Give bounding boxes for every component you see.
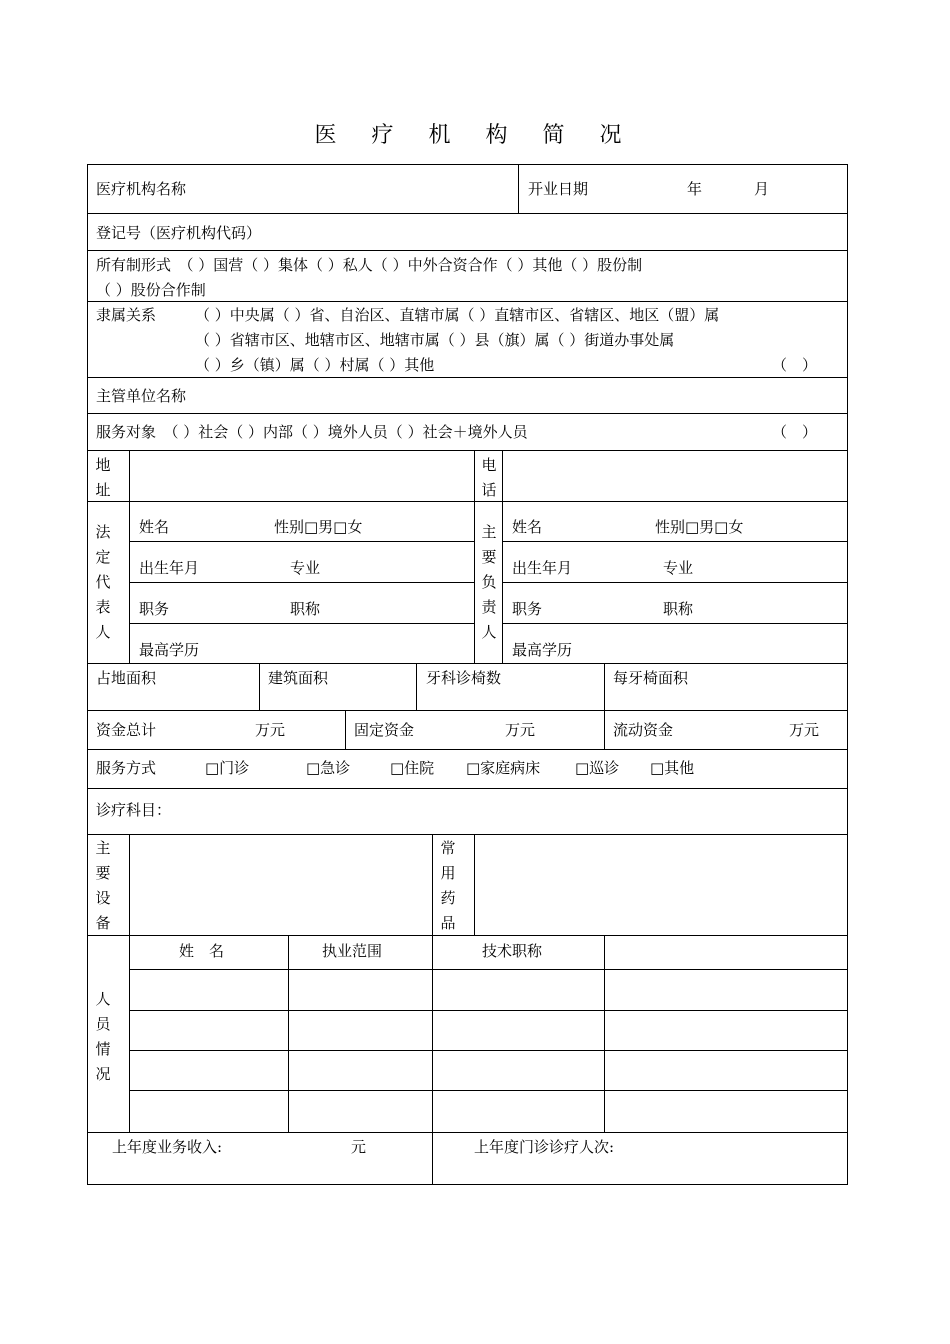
service-option-other[interactable]: □其他 xyxy=(650,759,695,777)
row-divider xyxy=(87,749,848,750)
dental-chair-count-label: 牙科诊椅数 xyxy=(426,669,502,687)
service-option-inpatient[interactable]: □住院 xyxy=(390,759,435,777)
total-funds-unit: 万元 xyxy=(255,721,286,739)
service-option-outpatient[interactable]: □门诊 xyxy=(205,759,250,777)
col-divider xyxy=(129,834,130,1132)
sub-row-divider xyxy=(502,623,848,624)
sub-row-divider xyxy=(129,541,474,542)
sub-row-divider xyxy=(502,582,848,583)
row-divider xyxy=(87,501,848,502)
affiliation-label: 隶属关系 xyxy=(96,306,157,324)
fixed-funds-label: 固定资金 xyxy=(354,721,415,739)
open-date-label: 开业日期 xyxy=(528,180,589,198)
legal-rep-major: 专业 xyxy=(290,559,321,577)
drugs-label: 常 用 药 品 xyxy=(440,839,456,932)
col-divider xyxy=(474,450,475,663)
registration-label: 登记号（医疗机构代码） xyxy=(96,224,262,242)
service-target: 服务对象 （ ）社会（ ）内部（ ）境外人员（ ）社会＋境外人员 xyxy=(96,423,528,441)
row-divider xyxy=(87,788,848,789)
main-person-position: 职务 xyxy=(512,600,543,618)
ownership-line2: （ ）股份合作制 xyxy=(96,281,206,299)
staff-header-scope: 执业范围 xyxy=(322,942,383,960)
main-person-education: 最高学历 xyxy=(512,641,573,659)
page-title: 医 疗 机 构 简 况 xyxy=(314,123,636,148)
service-target-code: （ ） xyxy=(772,423,818,441)
sub-row-divider xyxy=(129,582,474,583)
col-divider xyxy=(604,663,605,710)
current-funds-label: 流动资金 xyxy=(613,721,674,739)
service-option-emergency[interactable]: □急诊 xyxy=(306,759,351,777)
legal-rep-name: 姓名 xyxy=(139,518,170,536)
row-divider xyxy=(87,1132,848,1133)
legal-rep-label: 法 定 代 表 人 xyxy=(95,523,111,641)
annual-visits-label: 上年度门诊诊疗人次: xyxy=(474,1138,615,1156)
affiliation-line1: （ ）中央属（ ）省、自治区、直辖市属（ ）直辖市区、省辖区、地区（盟）属 xyxy=(195,306,720,324)
total-funds-label: 资金总计 xyxy=(96,721,157,739)
month-label: 月 xyxy=(754,180,770,198)
staff-header-title: 技术职称 xyxy=(482,942,543,960)
equipment-label: 主 要 设 备 xyxy=(95,839,111,932)
staff-header-name: 姓 名 xyxy=(179,942,225,960)
row-divider xyxy=(87,710,848,711)
main-person-gender: 性别□男□女 xyxy=(655,518,744,536)
land-area-label: 占地面积 xyxy=(96,669,157,687)
row-divider xyxy=(87,377,848,378)
col-divider xyxy=(129,450,130,663)
ownership-line1: 所有制形式 （ ）国营（ ）集体（ ）私人（ ）中外合资合作（ ）其他（ ）股份制 xyxy=(96,256,643,274)
year-label: 年 xyxy=(687,180,703,198)
sub-row-divider xyxy=(129,623,474,624)
row-divider xyxy=(87,213,848,214)
building-area-label: 建筑面积 xyxy=(268,669,329,687)
phone-label: 电 话 xyxy=(481,456,497,499)
row-divider xyxy=(87,450,848,451)
main-person-birth: 出生年月 xyxy=(512,559,573,577)
col-divider xyxy=(502,450,503,663)
departments-label: 诊疗科目： xyxy=(96,801,172,819)
current-funds-unit: 万元 xyxy=(789,721,820,739)
staff-row-divider xyxy=(129,1050,848,1051)
col-divider xyxy=(259,663,260,710)
annual-income-unit: 元 xyxy=(351,1138,367,1156)
staff-label: 人 员 情 况 xyxy=(95,990,111,1083)
row-divider xyxy=(87,250,848,251)
affiliation-line3: （ ）乡（镇）属（ ）村属（ ）其他 xyxy=(195,356,435,374)
row-divider xyxy=(87,663,848,664)
col-divider xyxy=(474,834,475,935)
legal-rep-title: 职称 xyxy=(290,600,321,618)
staff-row-divider xyxy=(129,1010,848,1011)
row-divider xyxy=(87,413,848,414)
legal-rep-education: 最高学历 xyxy=(139,641,200,659)
main-person-title: 职称 xyxy=(663,600,694,618)
main-person-label: 主 要 负 责 人 xyxy=(481,523,497,641)
supervisor-label: 主管单位名称 xyxy=(96,387,187,405)
legal-rep-birth: 出生年月 xyxy=(139,559,200,577)
col-divider xyxy=(432,834,433,935)
legal-rep-position: 职务 xyxy=(139,600,170,618)
row-divider xyxy=(87,301,848,302)
col-divider xyxy=(416,663,417,710)
service-option-tour[interactable]: □巡诊 xyxy=(575,759,620,777)
service-option-home-bed[interactable]: □家庭病床 xyxy=(466,759,541,777)
row-divider xyxy=(87,935,848,936)
fixed-funds-unit: 万元 xyxy=(505,721,536,739)
col-divider xyxy=(345,710,346,749)
legal-rep-gender: 性别□男□女 xyxy=(274,518,363,536)
main-person-major: 专业 xyxy=(663,559,694,577)
row-divider xyxy=(87,834,848,835)
col-divider xyxy=(432,935,433,1185)
col-divider xyxy=(288,935,289,1132)
col-divider xyxy=(604,710,605,749)
institution-name-label: 医疗机构名称 xyxy=(96,180,187,198)
annual-income-label: 上年度业务收入: xyxy=(112,1138,223,1156)
service-mode-label: 服务方式 xyxy=(96,759,157,777)
affiliation-code: （ ） xyxy=(772,356,818,374)
address-label: 地 址 xyxy=(95,456,111,499)
staff-row-divider xyxy=(129,969,848,970)
sub-row-divider xyxy=(502,541,848,542)
staff-row-divider xyxy=(129,1090,848,1091)
affiliation-line2: （ ）省辖市区、地辖市区、地辖市属（ ）县（旗）属（ ）街道办事处属 xyxy=(195,331,675,349)
col-divider xyxy=(604,935,605,1132)
main-person-name: 姓名 xyxy=(512,518,543,536)
area-per-chair-label: 每牙椅面积 xyxy=(613,669,689,687)
col-divider xyxy=(518,164,519,213)
